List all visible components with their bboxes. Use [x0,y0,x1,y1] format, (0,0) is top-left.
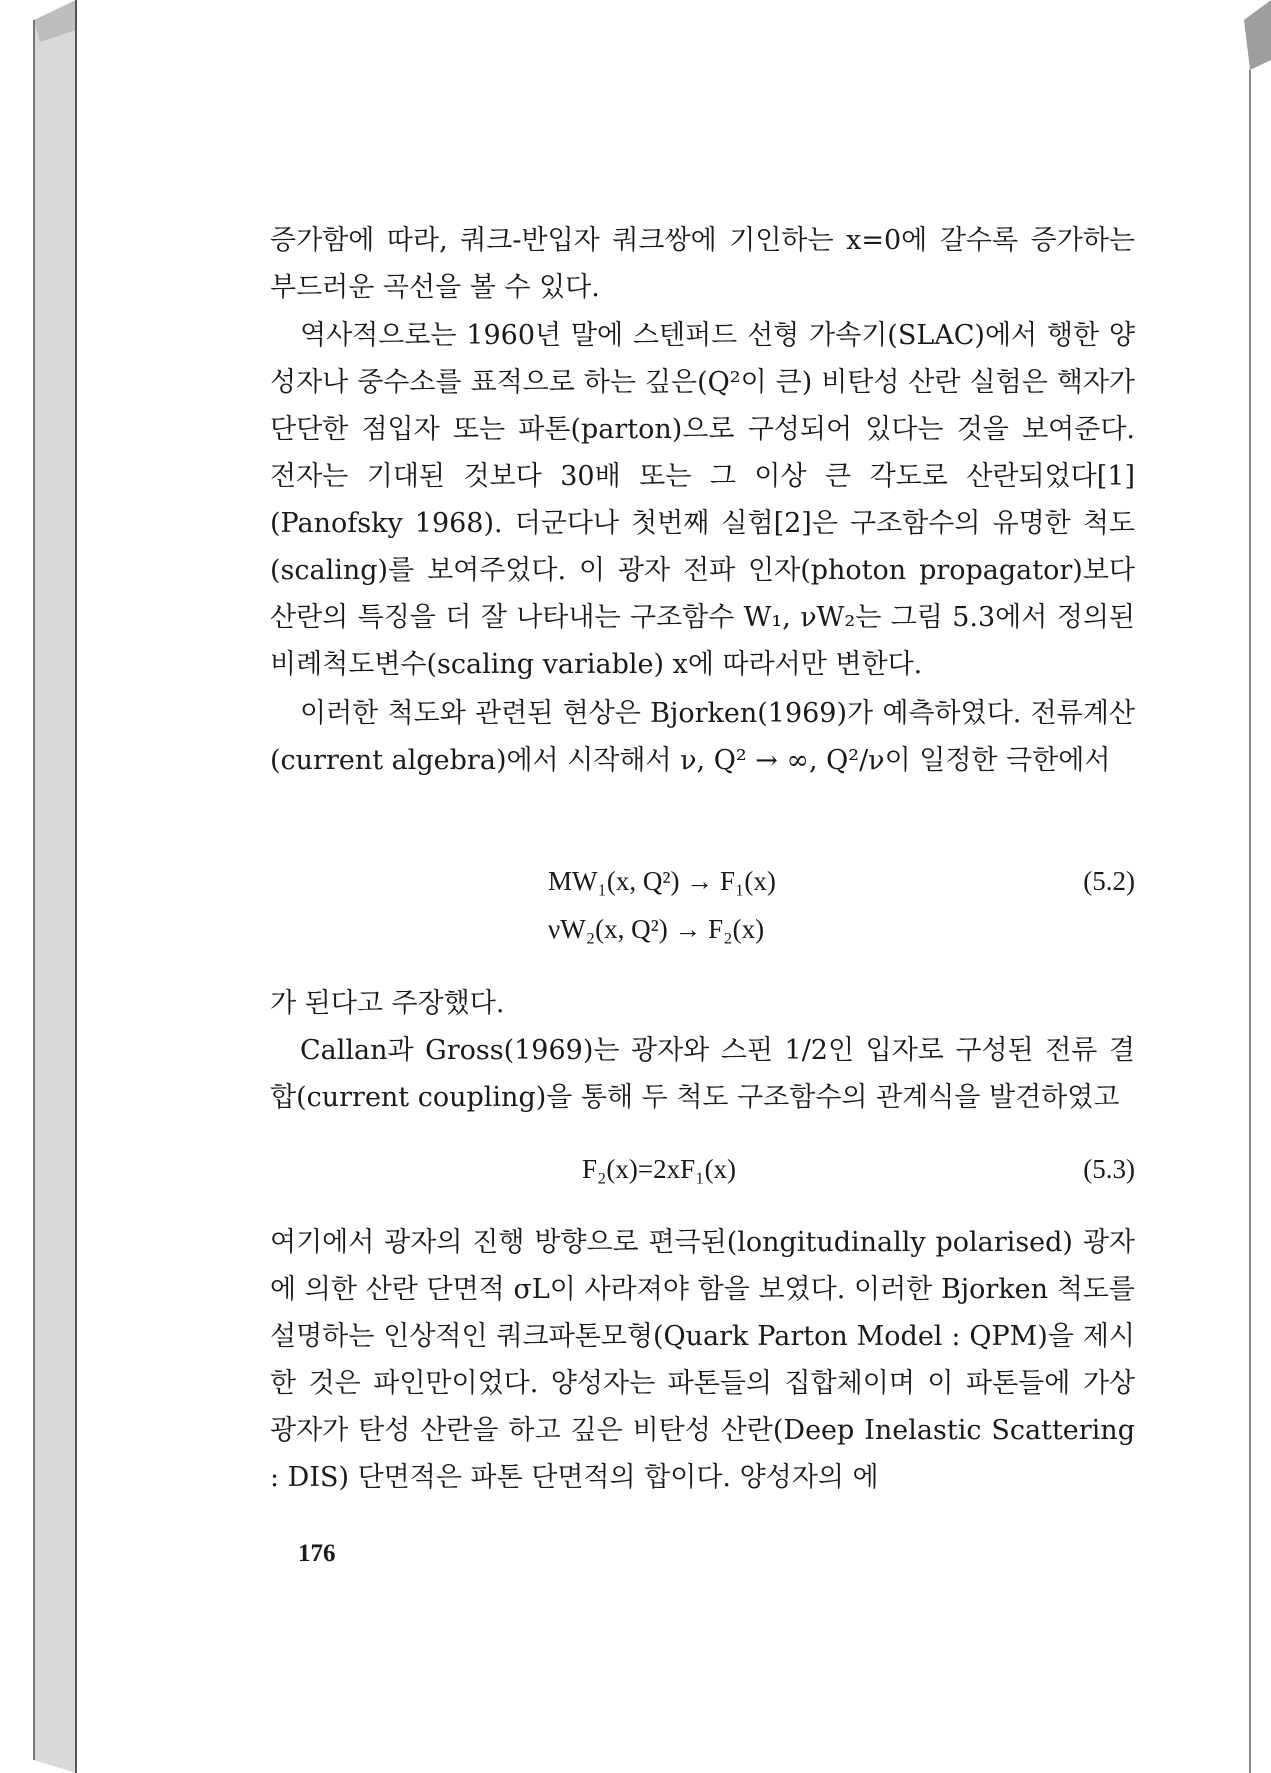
paragraph-1: 증가함에 따라, 쿼크-반입자 쿼크쌍에 기인하는 x=0에 갈수록 증가하는 부드러운 곡선을 볼 수 있다. [270,225,1135,303]
paragraph-5: Callan과 Gross(1969)는 광자와 스핀 1/2인 입자로 구성된 전류 결합(current coupling)을 통해 두 척도 구조함수의 관계식을 발견하였고 [270,1035,1135,1113]
page-number: 176 [298,1540,336,1567]
paragraph-6: 여기에서 광자의 진행 방향으로 편극된(longitudinally polarised) 광자에 의한 산란 단면적 σL이 사라져야 함을 보였다. 이러한 Bjorken 척도를 설명하는 인상적인 쿼크파톤모형(Quark Parton Model : QPM)을 제시한 것은 파인만이었다. 양성자는 파톤들의 집합체이며 이 파톤들에 가상 광자가 탄성 산란을 하고 깊은 비탄성 산란(Deep Inelastic Scattering : DIS) 단면적은 파톤 단면적의 합이다. 양성자의 에 [270,1227,1135,1493]
equation-number-5-2: (5.2) [1083,866,1135,896]
equation-5-3: F₂(x)=2xF₁(x) [582,1154,737,1184]
equation-5-2-line1: MW₁(x, Q²) → F₁(x) [548,866,776,896]
paragraph-3: 이러한 척도와 관련된 현상은 Bjorken(1969)가 예측하였다. 전류계산(current algebra)에서 시작해서 ν, Q² → ∞, Q²/ν이 일정한 극한에서 [270,698,1135,776]
paragraph-2: 역사적으로는 1960년 말에 스텐퍼드 선형 가속기(SLAC)에서 행한 양성자나 중수소를 표적으로 하는 깊은(Q²이 큰) 비탄성 산란 실험은 핵자가 단단한 점입자 또는 파톤(parton)으로 구성되어 있다는 것을 보여준다. 전자는 기대된 것보다 30배 또는 그 이상 큰 각도로 산란되었다[1](Panofsky 1968). 더군다나 첫번째 실험[2]은 구조함수의 유명한 척도(scaling)를 보여주었다. 이 광자 전파 인자(photon propagator)보다 산란의 특징을 더 잘 나타내는 구조함수 W₁, νW₂는 그림 5.3에서 정의된 비례척도변수(scaling variable) x에 따라서만 변한다. [270,320,1135,680]
paragraph-4: 가 된다고 주장했다. [270,988,505,1019]
equation-5-2-line2: νW₂(x, Q²) → F₂(x) [548,914,765,944]
equation-number-5-3: (5.3) [1083,1154,1135,1184]
